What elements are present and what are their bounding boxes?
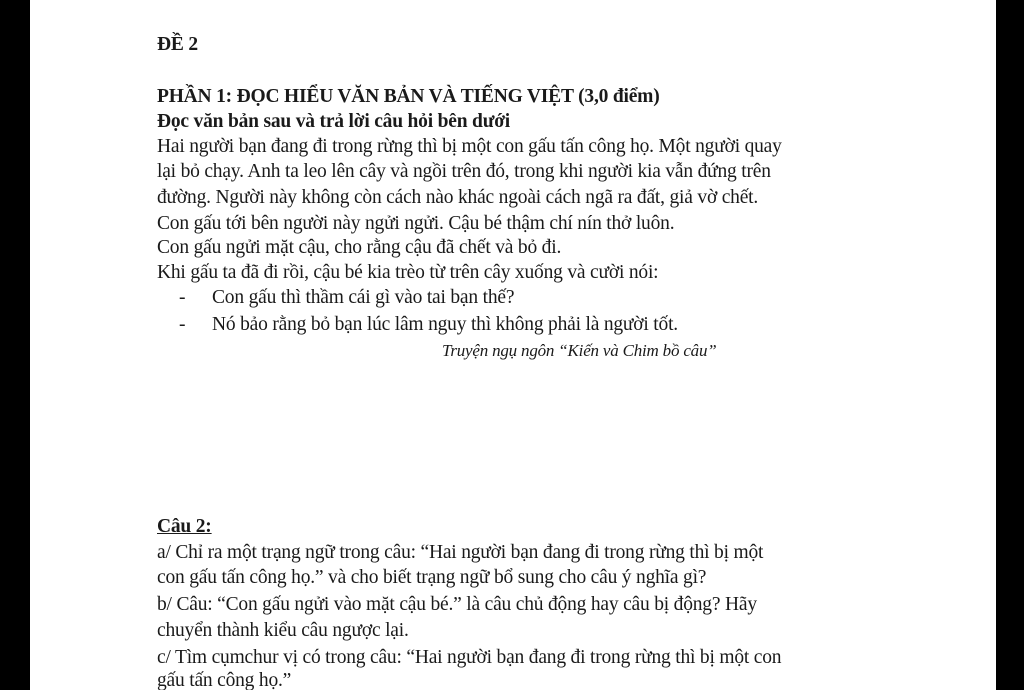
dialogue-text: Nó bảo rằng bỏ bạn lúc lâm nguy thì không phải là người tốt. — [212, 314, 678, 335]
question2-line: b/ Câu: “Con gấu ngửi vào mặt cậu bé.” là câu chủ động hay câu bị động? Hãy — [157, 594, 757, 615]
passage-line: lại bỏ chạy. Anh ta leo lên cây và ngồi trên đó, trong khi người kia vẫn đứng trên — [157, 161, 771, 182]
part1-instruction: Đọc văn bản sau và trả lời câu hỏi bên dưới — [157, 111, 511, 132]
dialogue-line — [179, 286, 514, 310]
question2-line: chuyển thành kiểu câu ngược lại. — [157, 620, 409, 641]
passage-line: đường. Người này không còn cách nào khác ngoài cách ngã ra đất, giả vờ chết. — [157, 187, 759, 208]
question2-heading: Câu 2: — [157, 516, 212, 537]
question2-line: a/ Chỉ ra một trạng ngữ trong câu: “Hai người bạn đang đi trong rừng thì bị một — [157, 542, 764, 563]
question2-line: c/ Tìm cụmchur vị có trong câu: “Hai người bạn đang đi trong rừng thì bị một con — [157, 647, 782, 668]
passage-line: Con gấu ngửi mặt cậu, cho rằng cậu đã chết và bỏ đi. — [157, 237, 562, 258]
document-page — [30, 0, 996, 690]
question2-line: con gấu tấn công họ.” và cho biết trạng ngữ bổ sung cho câu ý nghĩa gì? — [157, 567, 707, 588]
question2-line: gấu tấn công họ.” — [157, 670, 292, 690]
passage-line: Hai người bạn đang đi trong rừng thì bị một con gấu tấn công họ. Một người quay — [157, 136, 782, 157]
part1-heading: PHẦN 1: ĐỌC HIỂU VĂN BẢN VÀ TIẾNG VIỆT (3,0 điểm) — [157, 86, 660, 107]
dialogue-dash: - — [179, 314, 186, 335]
passage-line: Con gấu tới bên người này ngửi ngửi. Cậu bé thậm chí nín thở luôn. — [157, 213, 675, 234]
dialogue-line — [179, 313, 678, 337]
dialogue-text: Con gấu thì thầm cái gì vào tai bạn thế? — [212, 287, 515, 308]
exam-title: ĐỀ 2 — [157, 34, 198, 55]
passage-source: Truyện ngụ ngôn “Kiến và Chim bồ câu” — [442, 341, 717, 360]
passage-line: Khi gấu ta đã đi rồi, cậu bé kia trèo từ trên cây xuống và cười nói: — [157, 262, 659, 283]
dialogue-dash: - — [179, 287, 186, 308]
